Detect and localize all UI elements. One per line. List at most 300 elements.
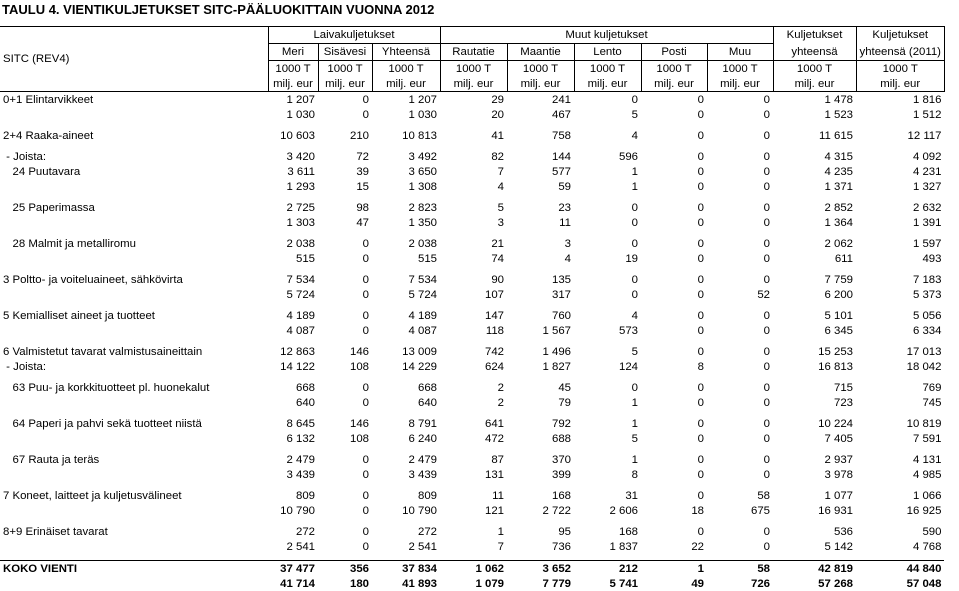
unit-label: milj. eur	[574, 76, 641, 92]
value-cell: 7 534	[408, 273, 437, 286]
value-cell: 515	[295, 252, 315, 265]
total-row-value	[0, 576, 944, 591]
value-cell: 0	[763, 396, 770, 409]
value-cell: 1 308	[408, 180, 437, 193]
value-cell: 0	[362, 324, 369, 337]
column-header: Maantie	[507, 44, 574, 61]
header-group-row	[0, 27, 944, 44]
value-cell: 11	[492, 489, 504, 502]
value-cell: 0	[631, 93, 638, 106]
value-cell: 723	[833, 396, 853, 409]
value-cell: 0	[697, 345, 704, 358]
row-label	[0, 251, 268, 266]
value-cell: 10 819	[906, 417, 942, 430]
value-cell: 515	[417, 252, 437, 265]
value-cell: 0	[362, 489, 369, 502]
value-cell: 1 827	[542, 360, 571, 373]
value-cell: 5 724	[408, 288, 437, 301]
value-cell: 4 189	[286, 309, 315, 322]
value-cell: 10 790	[402, 504, 437, 517]
value-cell: 688	[551, 432, 571, 445]
row-label	[0, 395, 268, 410]
value-cell: 0	[697, 180, 704, 193]
value-cell: 0	[362, 309, 369, 322]
value-cell: 41 714	[280, 577, 315, 590]
value-cell: 0	[362, 504, 369, 517]
value-cell: 1 030	[286, 108, 315, 121]
value-cell: 1	[641, 561, 707, 577]
value-cell: 0	[362, 93, 369, 106]
value-cell: 0	[763, 360, 770, 373]
value-cell: 0	[763, 180, 770, 193]
value-cell: 74	[491, 252, 504, 265]
value-cell: 18	[691, 504, 704, 517]
value-cell: 4 189	[408, 309, 437, 322]
value-cell: 272	[295, 525, 315, 538]
value-cell: 4	[497, 180, 504, 193]
value-cell: 14 122	[280, 360, 315, 373]
row-label: 24 Puutavara	[3, 165, 81, 178]
value-cell: 0	[697, 432, 704, 445]
value-cell: 809	[417, 489, 437, 502]
table-row-value	[0, 431, 944, 446]
value-cell: 1 303	[286, 216, 315, 229]
value-cell: 5 056	[912, 309, 942, 322]
value-cell: 0	[763, 309, 770, 322]
group-laivakuljetukset: Laivakuljetukset	[268, 27, 440, 44]
value-cell: 19	[625, 252, 638, 265]
unit-label: 1000 T	[507, 61, 574, 77]
value-cell: 2	[497, 396, 504, 409]
value-cell: 23	[558, 201, 571, 214]
value-cell: 0	[763, 417, 770, 430]
value-cell: 1	[631, 396, 638, 409]
table-row-value	[0, 287, 944, 302]
value-cell: 0	[763, 237, 770, 250]
table-row	[0, 149, 944, 164]
value-cell: 0	[697, 93, 704, 106]
value-cell: 6 132	[286, 432, 315, 445]
row-label	[0, 431, 268, 446]
value-cell: 212	[574, 561, 641, 577]
value-cell: 0	[362, 525, 369, 538]
value-cell: 1	[497, 525, 504, 538]
value-cell: 0	[763, 150, 770, 163]
value-cell: 135	[551, 273, 571, 286]
value-cell: 399	[551, 468, 571, 481]
row-label: 0+1 Elintarvikkeet	[3, 93, 94, 106]
value-cell: 21	[491, 237, 504, 250]
value-cell: 0	[362, 453, 369, 466]
table-row	[0, 344, 944, 359]
value-cell: 769	[922, 381, 942, 394]
column-header: Muu	[707, 44, 773, 61]
row-label: 6 Valmistetut tavarat valmistusaineittain	[3, 345, 203, 358]
value-cell: 241	[551, 93, 571, 106]
value-cell: 1 207	[286, 93, 315, 106]
unit-label: milj. eur	[641, 76, 707, 92]
value-cell: 5	[631, 345, 638, 358]
column-header: yhteensä (2011)	[856, 44, 944, 61]
value-cell: 2 722	[542, 504, 571, 517]
table-title: TAULU 4. VIENTIKULJETUKSET SITC-PÄÄLUOKITTAIN VUONNA 2012	[2, 2, 435, 17]
value-cell: 1 066	[912, 489, 942, 502]
value-cell: 0	[362, 288, 369, 301]
value-cell: 2 937	[824, 453, 853, 466]
value-cell: 5 741	[609, 577, 638, 590]
value-cell: 0	[362, 237, 369, 250]
value-cell: 493	[922, 252, 942, 265]
row-label: 8+9 Erinäiset tavarat	[3, 525, 108, 538]
value-cell: 0	[763, 540, 770, 553]
value-cell: 1 816	[912, 93, 942, 106]
value-cell: 715	[833, 381, 853, 394]
value-cell: 0	[362, 381, 369, 394]
value-cell: 742	[484, 345, 504, 358]
row-label	[0, 107, 268, 122]
table-row	[0, 452, 944, 467]
value-cell: 0	[697, 396, 704, 409]
value-cell: 2 823	[408, 201, 437, 214]
value-cell: 12 117	[907, 129, 942, 142]
value-cell: 82	[491, 150, 504, 163]
value-cell: 45	[558, 381, 571, 394]
value-cell: 0	[763, 432, 770, 445]
value-cell: 0	[763, 273, 770, 286]
value-cell: 0	[362, 468, 369, 481]
value-cell: 57 048	[906, 577, 942, 590]
value-cell: 5 142	[824, 540, 853, 553]
value-cell: 272	[417, 525, 437, 538]
value-cell: 59	[558, 180, 571, 193]
value-cell: 7 759	[824, 273, 853, 286]
value-cell: 1	[631, 165, 638, 178]
value-cell: 1 597	[912, 237, 942, 250]
value-cell: 758	[551, 129, 571, 142]
value-cell: 809	[295, 489, 315, 502]
unit-label: 1000 T	[574, 61, 641, 77]
table-row	[0, 308, 944, 323]
value-cell: 356	[318, 561, 372, 577]
value-cell: 0	[697, 216, 704, 229]
value-cell: 0	[763, 525, 770, 538]
value-cell: 4	[631, 129, 638, 142]
group-kuljetukset: Kuljetukset	[773, 27, 856, 44]
value-cell: 0	[763, 201, 770, 214]
column-header: Posti	[641, 44, 707, 61]
value-cell: 2 632	[912, 201, 942, 214]
value-cell: 58	[757, 489, 770, 502]
value-cell: 3	[497, 216, 504, 229]
value-cell: 16 931	[818, 504, 853, 517]
value-cell: 7	[497, 540, 504, 553]
value-cell: 1 364	[824, 216, 853, 229]
value-cell: 2 038	[408, 237, 437, 250]
value-cell: 57 268	[818, 577, 853, 590]
table-row	[0, 380, 944, 395]
value-cell: 0	[697, 252, 704, 265]
value-cell: 0	[763, 324, 770, 337]
value-cell: 0	[631, 381, 638, 394]
row-label	[0, 539, 268, 554]
value-cell: 20	[491, 108, 504, 121]
table-row	[0, 164, 944, 179]
value-cell: 0	[631, 288, 638, 301]
value-cell: 1 077	[824, 489, 853, 502]
value-cell: 72	[356, 150, 369, 163]
table-row	[0, 236, 944, 251]
row-label: 5 Kemialliset aineet ja tuotteet	[3, 309, 155, 322]
value-cell: 108	[349, 360, 369, 373]
value-cell: 7 405	[824, 432, 853, 445]
row-label: 3 Poltto- ja voiteluaineet, sähkövirta	[3, 273, 183, 286]
value-cell: 4 235	[824, 165, 853, 178]
value-cell: 668	[417, 381, 437, 394]
row-label: 7 Koneet, laitteet ja kuljetusvälineet	[3, 489, 182, 502]
value-cell: 0	[763, 381, 770, 394]
value-cell: 4 087	[408, 324, 437, 337]
table-row-value	[0, 539, 944, 554]
value-cell: 31	[625, 489, 638, 502]
table-row	[0, 128, 944, 143]
value-cell: 0	[763, 468, 770, 481]
value-cell: 0	[697, 525, 704, 538]
value-cell: 1 391	[912, 216, 942, 229]
value-cell: 1 478	[824, 93, 853, 106]
value-cell: 1 350	[408, 216, 437, 229]
value-cell: 0	[763, 216, 770, 229]
value-cell: 736	[551, 540, 571, 553]
value-cell: 7 779	[542, 577, 571, 590]
table-row	[0, 488, 944, 503]
table-row-value	[0, 215, 944, 230]
value-cell: 0	[763, 93, 770, 106]
column-header: Meri	[268, 44, 318, 61]
value-cell: 0	[697, 150, 704, 163]
value-cell: 0	[362, 273, 369, 286]
value-cell: 1 567	[542, 324, 571, 337]
export-table	[0, 26, 945, 591]
row-label	[0, 215, 268, 230]
value-cell: 10 224	[818, 417, 853, 430]
value-cell: 4 092	[912, 150, 942, 163]
column-header: Rautatie	[440, 44, 507, 61]
value-cell: 3 611	[287, 165, 315, 178]
value-cell: 3 492	[408, 150, 437, 163]
row-label: 25 Paperimassa	[3, 201, 95, 214]
value-cell: 577	[551, 165, 571, 178]
row-label: 67 Rauta ja teräs	[3, 453, 100, 466]
unit-label: milj. eur	[507, 76, 574, 92]
value-cell: 95	[558, 525, 571, 538]
table-row	[0, 200, 944, 215]
group-muut-kuljetukset: Muut kuljetukset	[440, 27, 773, 44]
row-label	[0, 467, 268, 482]
unit-label: 1000 T	[318, 61, 372, 77]
unit-label: milj. eur	[318, 76, 372, 92]
value-cell: 0	[697, 129, 704, 142]
value-cell: 90	[491, 273, 504, 286]
value-cell: 1 030	[408, 108, 437, 121]
value-cell: 3 650	[408, 165, 437, 178]
value-cell: 760	[551, 309, 571, 322]
value-cell: 22	[691, 540, 704, 553]
value-cell: 624	[484, 360, 504, 373]
value-cell: 0	[763, 108, 770, 121]
row-label: 63 Puu- ja korkkituotteet pl. huonekalut	[3, 381, 210, 394]
value-cell: 4 131	[912, 453, 942, 466]
value-cell: 726	[750, 577, 770, 590]
value-cell: 0	[697, 489, 704, 502]
value-cell: 29	[491, 93, 504, 106]
value-cell: 0	[362, 108, 369, 121]
row-label: 64 Paperi ja pahvi sekä tuotteet niistä	[3, 417, 202, 430]
value-cell: 573	[618, 324, 638, 337]
value-cell: 2 062	[824, 237, 853, 250]
value-cell: 590	[922, 525, 942, 538]
table-row-value	[0, 107, 944, 122]
value-cell: 2 541	[286, 540, 315, 553]
value-cell: 3 439	[408, 468, 437, 481]
value-cell: 1	[631, 453, 638, 466]
value-cell: 52	[757, 288, 770, 301]
value-cell: 1 496	[542, 345, 571, 358]
value-cell: 2 606	[609, 504, 638, 517]
row-label: 28 Malmit ja metalliromu	[3, 237, 136, 250]
value-cell: 1	[631, 180, 638, 193]
value-cell: 3 420	[286, 150, 315, 163]
value-cell: 131	[484, 468, 504, 481]
value-cell: 10 790	[280, 504, 315, 517]
value-cell: 98	[356, 201, 369, 214]
value-cell: 596	[618, 150, 638, 163]
value-cell: 37 477	[268, 561, 318, 577]
value-cell: 16 813	[818, 360, 853, 373]
value-cell: 0	[697, 165, 704, 178]
table-row	[0, 416, 944, 431]
table-row-value	[0, 179, 944, 194]
column-header: Yhteensä	[372, 44, 440, 61]
unit-label: 1000 T	[372, 61, 440, 77]
value-cell: 1 371	[824, 180, 853, 193]
value-cell: 0	[362, 252, 369, 265]
value-cell: 5 724	[286, 288, 315, 301]
value-cell: 8 645	[286, 417, 315, 430]
value-cell: 0	[697, 417, 704, 430]
value-cell: 745	[922, 396, 942, 409]
unit-label: 1000 T	[856, 61, 944, 77]
value-cell: 3 439	[286, 468, 315, 481]
unit-label: milj. eur	[773, 76, 856, 92]
value-cell: 49	[691, 577, 704, 590]
value-cell: 118	[485, 324, 504, 337]
value-cell: 0	[631, 273, 638, 286]
value-cell: 0	[697, 288, 704, 301]
total-row	[0, 561, 944, 577]
value-cell: 4 087	[286, 324, 315, 337]
value-cell: 611	[834, 252, 853, 265]
value-cell: 146	[349, 417, 369, 430]
value-cell: 0	[631, 216, 638, 229]
unit-label: milj. eur	[372, 76, 440, 92]
value-cell: 536	[833, 525, 853, 538]
unit-label: 1000 T	[707, 61, 773, 77]
value-cell: 8	[631, 468, 638, 481]
value-cell: 12 863	[280, 345, 315, 358]
value-cell: 4	[564, 252, 571, 265]
row-label	[0, 503, 268, 518]
value-cell: 3	[564, 237, 571, 250]
table-row	[0, 92, 944, 108]
value-cell: 2 541	[408, 540, 437, 553]
value-cell: 0	[763, 345, 770, 358]
value-cell: 0	[697, 201, 704, 214]
value-cell: 0	[697, 468, 704, 481]
value-cell: 168	[551, 489, 571, 502]
row-label: KOKO VIENTI	[0, 561, 268, 577]
value-cell: 8 791	[408, 417, 437, 430]
value-cell: 1 207	[408, 93, 437, 106]
value-cell: 0	[697, 453, 704, 466]
value-cell: 675	[750, 504, 770, 517]
table-row-value	[0, 323, 944, 338]
value-cell: 13 009	[402, 345, 437, 358]
table-row-value	[0, 467, 944, 482]
value-cell: 16 925	[906, 504, 942, 517]
row-label	[0, 287, 268, 302]
value-cell: 0	[631, 201, 638, 214]
value-cell: 2	[497, 381, 504, 394]
value-cell: 641	[484, 417, 504, 430]
value-cell: 11 615	[819, 129, 853, 142]
value-cell: 168	[618, 525, 638, 538]
value-cell: 7 183	[912, 273, 942, 286]
row-label	[0, 323, 268, 338]
table-row	[0, 272, 944, 287]
value-cell: 44 840	[856, 561, 944, 577]
value-cell: 7 534	[286, 273, 315, 286]
value-cell: 108	[349, 432, 369, 445]
value-cell: 79	[558, 396, 571, 409]
column-header: Sisävesi	[318, 44, 372, 61]
value-cell: 1 837	[609, 540, 638, 553]
value-cell: 8	[697, 360, 704, 373]
value-cell: 2 725	[286, 201, 315, 214]
value-cell: 6 240	[408, 432, 437, 445]
value-cell: 1 293	[286, 180, 315, 193]
group-kuljetukset-2011: Kuljetukset	[856, 27, 944, 44]
value-cell: 0	[763, 165, 770, 178]
value-cell: 6 200	[824, 288, 853, 301]
table-row-value	[0, 503, 944, 518]
table-row	[0, 359, 944, 374]
value-cell: 47	[356, 216, 369, 229]
row-label	[0, 179, 268, 194]
sitc-header: SITC (REV4)	[0, 27, 268, 92]
column-header: Lento	[574, 44, 641, 61]
value-cell: 1 079	[475, 577, 504, 590]
unit-label: milj. eur	[707, 76, 773, 92]
value-cell: 41 893	[402, 577, 437, 590]
row-label: 2+4 Raaka-aineet	[3, 129, 94, 142]
value-cell: 15 253	[818, 345, 853, 358]
unit-label: 1000 T	[773, 61, 856, 77]
table-row-value	[0, 395, 944, 410]
value-cell: 39	[356, 165, 369, 178]
value-cell: 41	[491, 129, 504, 142]
value-cell: 11	[559, 216, 571, 229]
value-cell: 6 345	[824, 324, 853, 337]
